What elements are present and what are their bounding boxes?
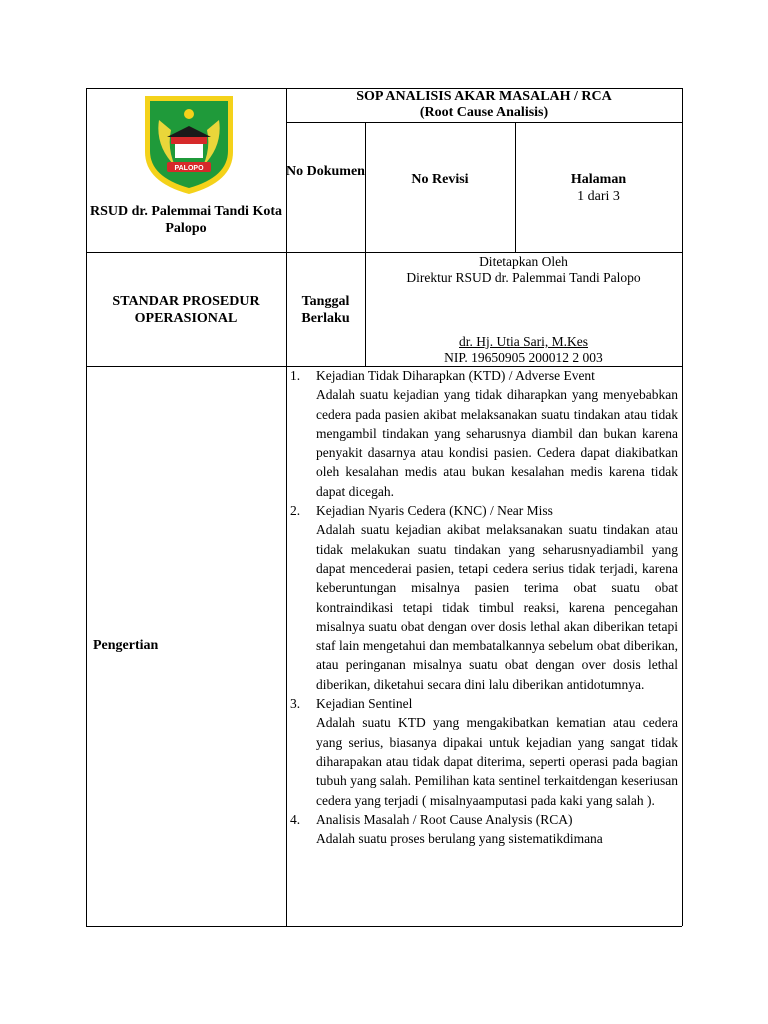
halaman-cell: [515, 171, 682, 205]
director-block: [365, 334, 682, 365]
definition-number: 3.: [290, 696, 301, 712]
definition-item: [290, 366, 678, 501]
ditetapkan-block: [365, 254, 682, 286]
definition-text: Adalah suatu proses berulang yang sistematikdimana: [316, 831, 603, 847]
halaman-value: 1 dari 3: [577, 189, 620, 204]
definition-number: 4.: [290, 811, 301, 827]
direktur-title: Direktur RSUD dr. Palemmai Tandi Palopo: [406, 270, 641, 285]
no-dokumen-label: No Dokumen: [286, 164, 365, 179]
sop-title-line1: SOP ANALISIS AKAR MASALAH / RCA: [356, 89, 612, 104]
hospital-name: RSUD dr. Palemmai Tandi Kota Palopo: [89, 204, 282, 236]
palopo-emblem-logo: [137, 90, 241, 196]
definition-title: Analisis Masalah / Root Cause Analysis (RCA): [316, 811, 573, 827]
definition-number: 2.: [290, 503, 301, 519]
no-revisi-label: No Revisi: [411, 172, 469, 187]
sop-title: [286, 89, 682, 121]
logo-ribbon-text: PALOPO: [174, 165, 204, 172]
definition-title: Kejadian Tidak Diharapkan (KTD) / Adverse Event: [316, 368, 595, 383]
logo-house-roof: [171, 136, 207, 144]
tanggal-berlaku-label: Tanggal Berlaku: [301, 294, 350, 326]
director-name: dr. Hj. Utia Sari, M.Kes: [459, 334, 588, 349]
definition-number: 1.: [290, 368, 301, 383]
logo-house-body: [175, 144, 203, 158]
ditetapkan-oleh: Ditetapkan Oleh: [479, 254, 568, 269]
definition-title: Kejadian Sentinel: [316, 696, 413, 712]
logo-star: [184, 109, 194, 119]
director-nip: NIP. 19650905 200012 2 003: [444, 349, 603, 365]
definitions-list: [290, 366, 678, 848]
definition-text: Adalah suatu kejadian yang tidak diharapkan yang menyebabkan cedera pada pasien akibat melaksanakan suatu tindakan atau tidak mengambil tindakan yang seharusnya diambil dan bukan karena penyakit dasarnya atau kondisi pasien. Cedera dapat diakibatkan oleh kesalahan medis atau bukan kesalahan medis karena tidak dapat dicegah.: [316, 387, 678, 499]
sop-title-line2: (Root Cause Analisis): [419, 105, 549, 120]
halaman-label: Halaman: [570, 172, 627, 187]
definition-item: [290, 810, 678, 849]
definition-item: [290, 694, 678, 810]
pengertian-label: Pengertian: [93, 638, 159, 653]
sop-label: STANDAR PROSEDUR OPERASIONAL: [112, 294, 260, 326]
definition-text: Adalah suatu kejadian akibat melaksanakan suatu tindakan atau tidak melakukan suatu tindakan yang seharusnyadiambil yang dapat mencederai pasien, tetapi cedera serius tidak terjadi, karena keberuntungan misalnya pasien terima obat suatu obat kontraindikasi tetapi tidak timbul reaksi, karena pencegahan misalnya suatu obat dengan over dosis lethal akan diberikan tetapi staf lain mengetahui dan membatalkannya sebelum obat diberikan, atau peringanan misalnya suatu obat dengan over dosis lethal diberikan, diketahui secara dini lalu diberikan antidotumnya.: [316, 522, 678, 692]
definition-item: [290, 501, 678, 694]
definition-title: Kejadian Nyaris Cedera (KNC) / Near Miss: [316, 503, 553, 519]
definition-text: Adalah suatu KTD yang mengakibatkan kematian atau cedera yang serius, biasanya dipakai untuk kejadian yang sangat tidak diharapakan atau tidak dapat diterima, seperti operasi pada bagian tubuh yang salah. Pemilihan kata sentinel terkaitdengan keseriusan cedera yang terjadi ( misalnyaamputasi pada kaki yang salah ).: [316, 715, 678, 808]
